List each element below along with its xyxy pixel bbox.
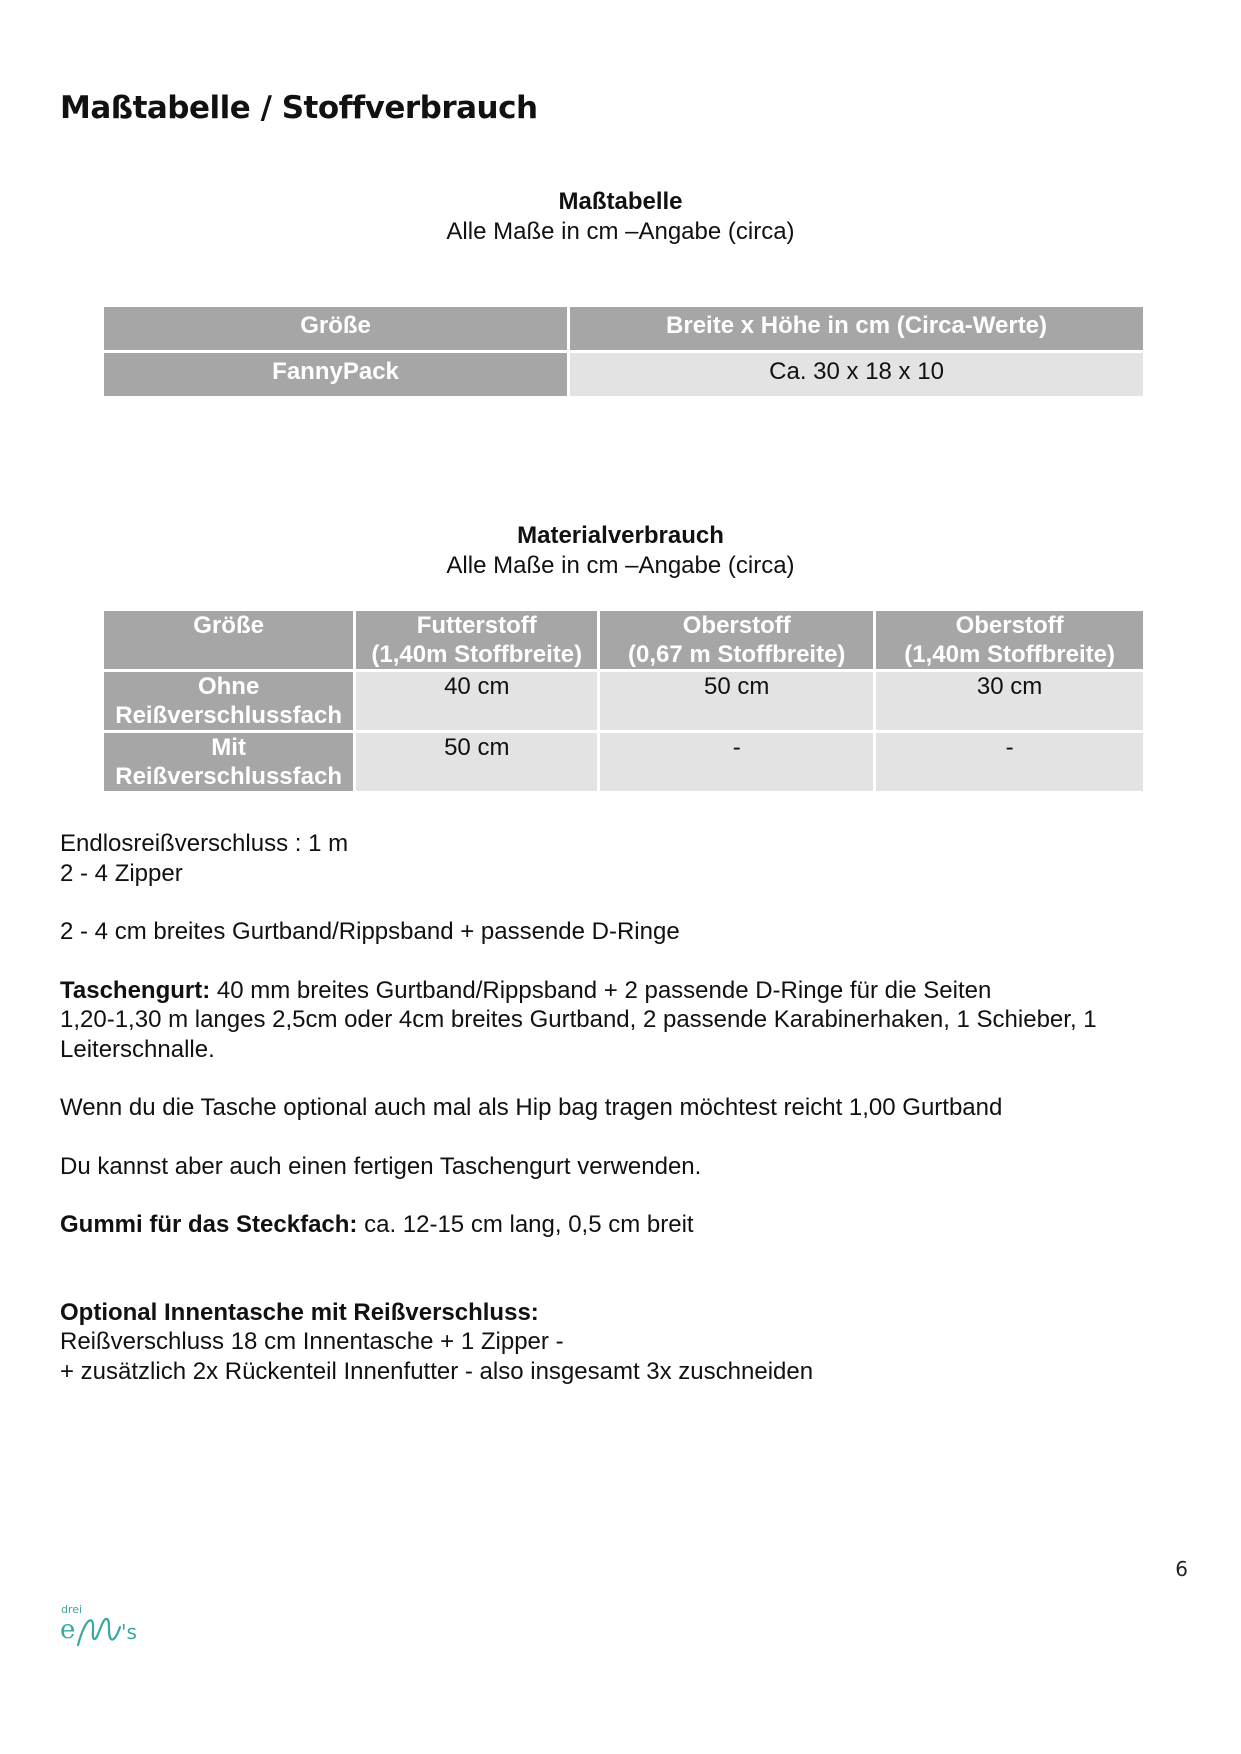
size-table (101, 304, 1146, 399)
page-number: 6 (1175, 1557, 1188, 1581)
ready-strap-note: Du kannst aber auch einen fertigen Taschengurt verwenden. (60, 1152, 702, 1180)
strap-note-line3: Leiterschnalle. (60, 1035, 215, 1063)
row-label-line: Reißverschlussfach (115, 702, 343, 729)
column-header-subline: (1,40m Stoffbreite) (904, 641, 1115, 668)
table-cell: 50 cm (356, 733, 597, 791)
dimensions-value: Ca. 30 x 18 x 10 (570, 353, 1143, 396)
table-header-row (104, 611, 1143, 669)
column-header-subline: (0,67 m Stoffbreite) (628, 641, 846, 668)
elastic-text: ca. 12-15 cm lang, 0,5 cm breit (357, 1211, 694, 1238)
logo-text-s: 's (121, 1620, 137, 1644)
column-header-dimensions: Breite x Höhe in cm (Circa-Werte) (570, 307, 1143, 350)
strap-label: Taschengurt: (60, 976, 211, 1004)
column-header-subline: (1,40m Stoffbreite) (371, 641, 583, 668)
hipbag-note: Wenn du die Tasche optional auch mal als Hip bag tragen möchtest reicht 1,00 Gurtband (60, 1094, 1003, 1121)
column-header-line: Oberstoff (955, 612, 1064, 639)
size-table-heading-block (0, 187, 1241, 247)
column-header-outer-067 (600, 611, 873, 669)
column-header-size: Größe (104, 307, 567, 350)
inner-pocket-line2: + zusätzlich 2x Rückenteil Innenfutter - also insgesamt 3x zuschneiden (60, 1357, 814, 1385)
inner-pocket-label: Optional Innentasche mit Reißverschluss: (60, 1298, 539, 1326)
table-cell: - (876, 733, 1143, 791)
column-header-line: Größe (193, 612, 264, 639)
materials-notes (60, 829, 1180, 1386)
table-row (104, 672, 1143, 730)
material-table-heading: Materialverbrauch (517, 522, 724, 549)
row-label-line: Reißverschlussfach (115, 763, 343, 790)
material-table (101, 608, 1146, 794)
size-table-subheading: Alle Maße in cm –Angabe (circa) (446, 218, 795, 245)
logo-text-e: e (60, 1615, 76, 1645)
size-table-heading: Maßtabelle (558, 188, 683, 215)
zipper-note: Endlosreißverschluss : 1 m (60, 830, 349, 857)
table-row (104, 353, 1143, 396)
strap-note-line2: 1,20-1,30 m langes 2,5cm oder 4cm breites Gurtband, 2 passende Karabinerhaken, 1 Schieber, 1 (60, 1006, 1097, 1033)
row-label-fannypack: FannyPack (104, 353, 567, 396)
table-row (104, 733, 1143, 791)
column-header-outer-140 (876, 611, 1143, 669)
logo-m-swash (78, 1619, 120, 1645)
zipper-pulls-note: 2 - 4 Zipper (60, 859, 183, 887)
column-header-size (104, 611, 353, 669)
table-cell: 30 cm (876, 672, 1143, 730)
row-label-line: Ohne (197, 673, 260, 700)
row-label-with-zip (104, 733, 353, 791)
table-cell: 40 cm (356, 672, 597, 730)
column-header-line: Futterstoff (416, 612, 537, 639)
material-table-subheading: Alle Maße in cm –Angabe (circa) (446, 552, 795, 579)
row-label-line: Mit (211, 734, 246, 761)
elastic-note (60, 1210, 1180, 1240)
page-title: Maßtabelle / Stoffverbrauch (60, 90, 538, 126)
column-header-lining (356, 611, 597, 669)
elastic-label: Gummi für das Steckfach: (60, 1211, 358, 1238)
brand-logo (58, 1595, 158, 1655)
strap-note (60, 976, 1180, 1006)
column-header-line: Oberstoff (682, 612, 791, 639)
webbing-note: 2 - 4 cm breites Gurtband/Rippsband + passende D-Ringe (60, 918, 680, 945)
logo-text-small: drei (61, 1603, 83, 1616)
table-header-row (104, 307, 1143, 350)
table-cell: - (600, 733, 873, 791)
material-table-heading-block (0, 521, 1241, 581)
row-label-without-zip (104, 672, 353, 730)
strap-text: 40 mm breites Gurtband/Rippsband + 2 passende D-Ringe für die Seiten (210, 976, 992, 1004)
inner-pocket-heading (60, 1298, 1180, 1328)
inner-pocket-line1: Reißverschluss 18 cm Innentasche + 1 Zipper - (60, 1328, 564, 1355)
table-cell: 50 cm (600, 672, 873, 730)
